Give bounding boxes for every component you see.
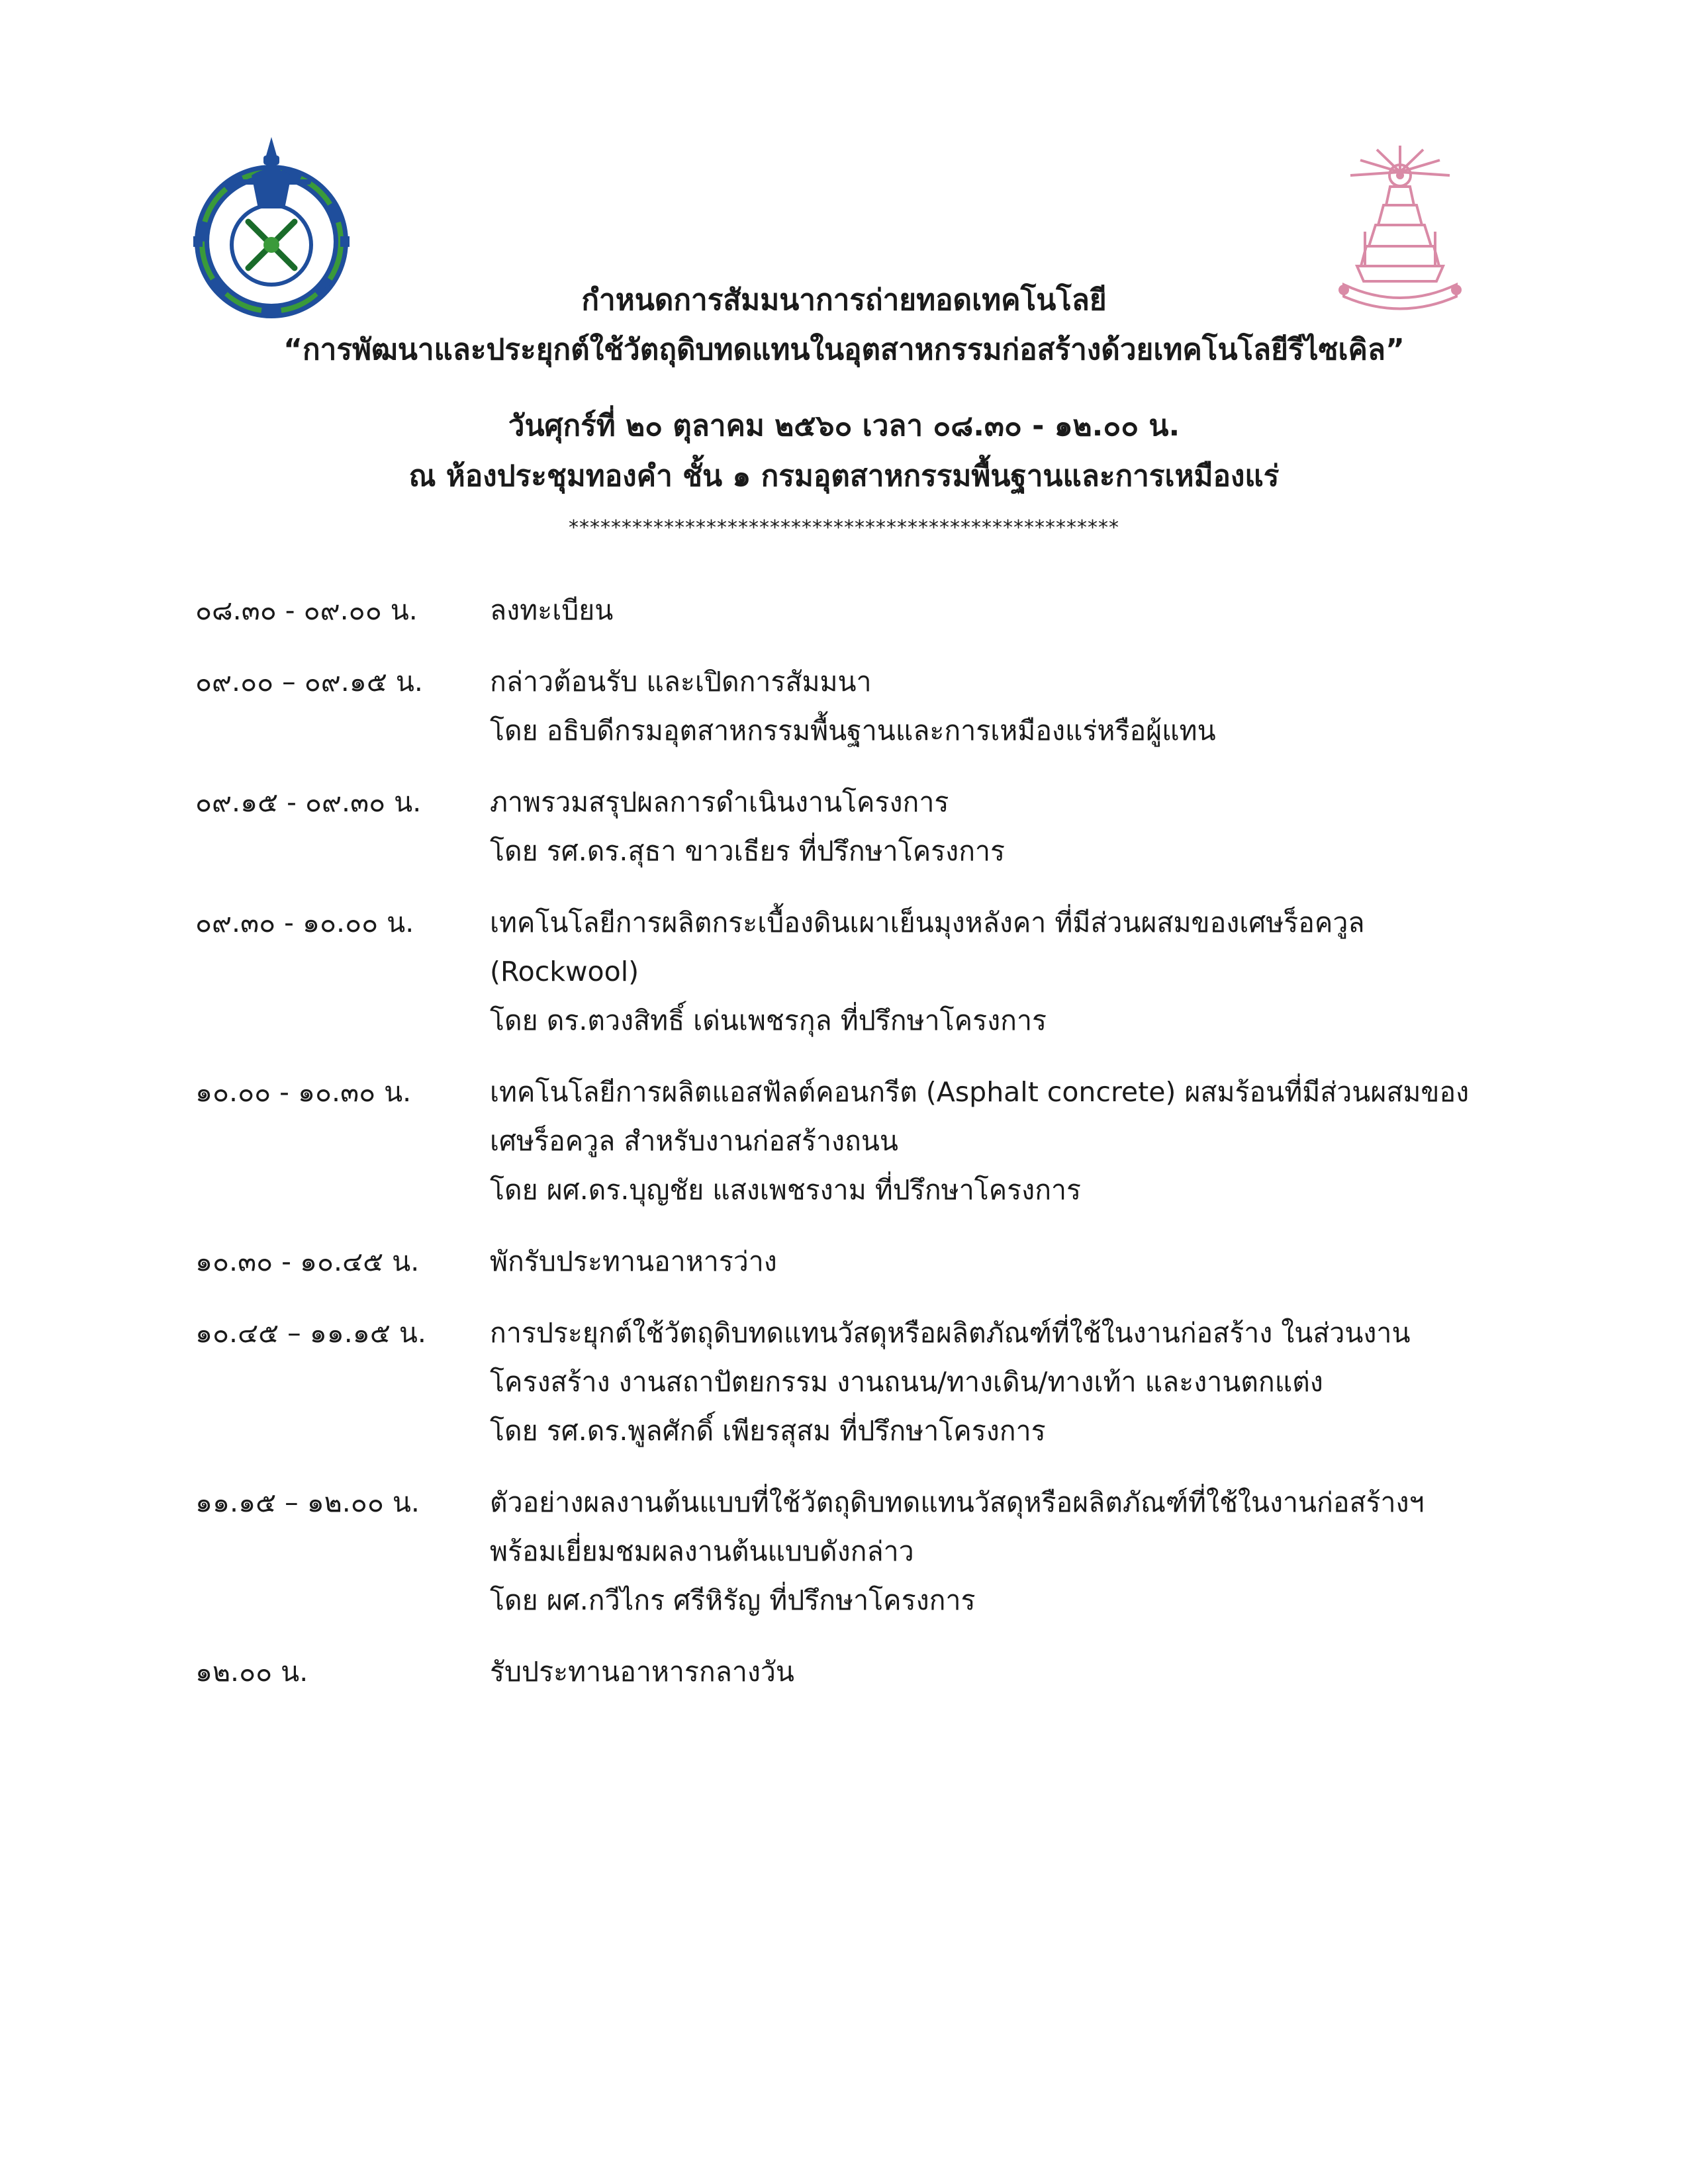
agenda-speaker: โดย รศ.ดร.สุธา ขาวเธียร ที่ปรึกษาโครงการ (490, 835, 1006, 867)
agenda-line: ภาพรวมสรุปผลการดำเนินงานโครงการ (490, 786, 949, 818)
agenda-description (490, 778, 1499, 876)
page-title: กำหนดการสัมมนาการถ่ายทอดเทคโนโลยี (581, 283, 1107, 317)
agenda-speaker: โดย ผศ.กวีไกร ศรีหิรัญ ที่ปรึกษาโครงการ (490, 1584, 976, 1616)
agenda-line: การประยุกต์ใช้วัตถุดิบทดแทนวัสดุหรือผลิตภัณฑ์ที่ใช้ในงานก่อสร้าง ในส่วนงาน (490, 1317, 1411, 1349)
agenda-line: เทคโนโลยีการผลิตแอสฟัลต์คอนกรีต (Asphalt concrete) ผสมร้อนที่มีส่วนผสมของ (490, 1076, 1470, 1108)
agenda-item (195, 586, 1499, 635)
agenda-speaker: โดย อธิบดีกรมอุตสาหกรรมพื้นฐานและการเหมืองแร่หรือผู้แทน (490, 715, 1216, 747)
agenda-item (195, 1478, 1499, 1625)
agenda-description (490, 657, 1499, 755)
agenda-time: ๑๐.๐๐ - ๑๐.๓๐ น. (195, 1076, 412, 1108)
agenda-speaker: โดย รศ.ดร.พูลศักดิ์ เพียรสุสม ที่ปรึกษาโครงการ (490, 1415, 1046, 1447)
agenda-line: รับประทานอาหารกลางวัน (490, 1656, 794, 1688)
divider-stars: **************************************************** (569, 516, 1119, 539)
agenda-item (195, 898, 1499, 1045)
seminar-subtitle: “การพัฒนาและประยุกต์ใช้วัตถุดิบทดแทนในอุตสาหกรรมก่อสร้างด้วยเทคโนโลยีรีไซเคิล” (283, 333, 1405, 367)
agenda-time: ๐๙.๑๕ - ๐๙.๓๐ น. (195, 786, 422, 818)
agenda-list (195, 586, 1499, 1696)
agenda-line: พร้อมเยี่ยมชมผลงานต้นแบบดังกล่าว (490, 1535, 914, 1567)
agenda-time: ๐๙.๐๐ – ๐๙.๑๕ น. (195, 666, 423, 698)
agenda-time: ๑๐.๔๕ – ๑๑.๑๕ น. (195, 1317, 426, 1349)
agenda-description (490, 1478, 1499, 1625)
agenda-item (195, 1308, 1499, 1455)
agenda-line: พักรับประทานอาหารว่าง (490, 1246, 777, 1277)
seminar-date: วันศุกร์ที่ ๒๐ ตุลาคม ๒๕๖๐ เวลา ๐๘.๓๐ - ๑๒.๐๐ น. (508, 409, 1180, 443)
agenda-speaker: โดย ผศ.ดร.บุญชัย แสงเพชรงาม ที่ปรึกษาโครงการ (490, 1174, 1082, 1206)
agenda-line: โครงสร้าง งานสถาปัตยกรรม งานถนน/ทางเดิน/ทางเท้า และงานตกแต่ง (490, 1366, 1323, 1398)
agenda-item (195, 778, 1499, 876)
agenda-description (490, 586, 1499, 635)
seminar-venue: ณ ห้องประชุมทองคำ ชั้น ๑ กรมอุตสาหกรรมพื้นฐานและการเหมืองแร่ (408, 459, 1280, 493)
agenda-line: ตัวอย่างผลงานต้นแบบที่ใช้วัตถุดิบทดแทนวัสดุหรือผลิตภัณฑ์ที่ใช้ในงานก่อสร้างฯ (490, 1486, 1425, 1518)
agenda-description (490, 1237, 1499, 1286)
agenda-line: เทคโนโลยีการผลิตกระเบื้องดินเผาเย็นมุงหลังคา ที่มีส่วนผสมของเศษร็อควูล (490, 907, 1365, 938)
crest-rays-icon (1350, 146, 1450, 175)
agenda-time: ๑๐.๓๐ - ๑๐.๔๕ น. (195, 1246, 420, 1277)
agenda-description (490, 1308, 1499, 1455)
agenda-time: ๐๙.๓๐ - ๑๐.๐๐ น. (195, 907, 414, 938)
agenda-item (195, 1068, 1499, 1214)
agenda-time: ๐๘.๓๐ - ๐๙.๐๐ น. (195, 594, 418, 626)
agenda-description (490, 1647, 1499, 1696)
agenda-line: ลงทะเบียน (490, 594, 614, 626)
agenda-item (195, 1237, 1499, 1286)
agenda-item (195, 657, 1499, 755)
agenda-line: (Rockwool) (490, 956, 639, 987)
agenda-speaker: โดย ดร.ตวงสิทธิ์ เด่นเพชรกุล ที่ปรึกษาโครงการ (490, 1005, 1047, 1036)
agenda-time: ๑๒.๐๐ น. (195, 1656, 308, 1688)
agenda-line: เศษร็อควูล สำหรับงานก่อสร้างถนน (490, 1125, 898, 1157)
agenda-description (490, 898, 1499, 1045)
agenda-description (490, 1068, 1499, 1214)
agenda-line: กล่าวต้อนรับ และเปิดการสัมมนา (490, 666, 872, 698)
agenda-time: ๑๑.๑๕ – ๑๒.๐๐ น. (195, 1486, 420, 1518)
agenda-item (195, 1647, 1499, 1696)
